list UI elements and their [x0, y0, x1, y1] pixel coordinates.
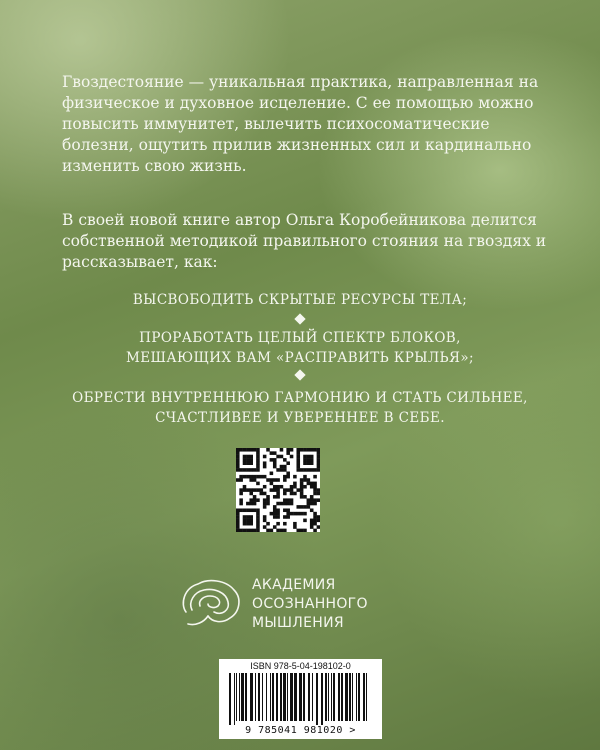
qr-code-icon [236, 448, 320, 532]
publisher-line-3: МЫШЛЕНИЯ [252, 615, 344, 631]
isbn-label: ISBN 978-5-04-198102-0 [250, 661, 351, 671]
qr-code[interactable] [236, 448, 320, 532]
bullet-2-line-2: МЕШАЮЩИХ ВАМ «РАСПРАВИТЬ КРЫЛЬЯ»; [126, 350, 474, 366]
intro-paragraph-2: В своей новой книге автор Ольга Коробейникова делится собственной методикой правильного стояния на гвоздях и рассказывает, как: [62, 211, 547, 271]
bullet-2 [40, 328, 560, 368]
bullet-1-line-1: ВЫСВОБОДИТЬ СКРЫТЫЕ РЕСУРСЫ ТЕЛА; [132, 292, 468, 308]
brain-icon [178, 576, 246, 632]
publisher-logo [178, 576, 418, 636]
bullet-3-line-2: СЧАСТЛИВЕЕ И УВЕРЕННЕЕ В СЕБЕ. [155, 410, 445, 426]
publisher-line-2: ОСОЗНАННОГО [252, 596, 368, 612]
diamond-separator-icon [294, 313, 305, 324]
isbn-barcode-block [219, 659, 382, 739]
publisher-line-1: АКАДЕМИЯ [252, 577, 336, 593]
intro-paragraph-1: Гвоздестояние — уникальная практика, направленная на физическое и духовное исцеление. С ее помощью можно повысить иммунитет, вылечить психосоматические болезни, ощутить прилив жизненных сил и кардинально изменить свою жизнь. [62, 73, 539, 175]
publisher-name [252, 576, 368, 633]
bullet-3 [40, 388, 560, 428]
diamond-separator-icon [294, 369, 305, 380]
bullet-1 [40, 290, 560, 310]
isbn-digits: 9 785041 981020 > [245, 725, 356, 736]
bullet-2-line-1: ПРОРАБОТАТЬ ЦЕЛЫЙ СПЕКТР БЛОКОВ, [139, 330, 461, 346]
barcode-icon [227, 673, 374, 725]
bullet-3-line-1: ОБРЕСТИ ВНУТРЕННЮЮ ГАРМОНИЮ И СТАТЬ СИЛЬНЕЕ, [72, 390, 528, 406]
